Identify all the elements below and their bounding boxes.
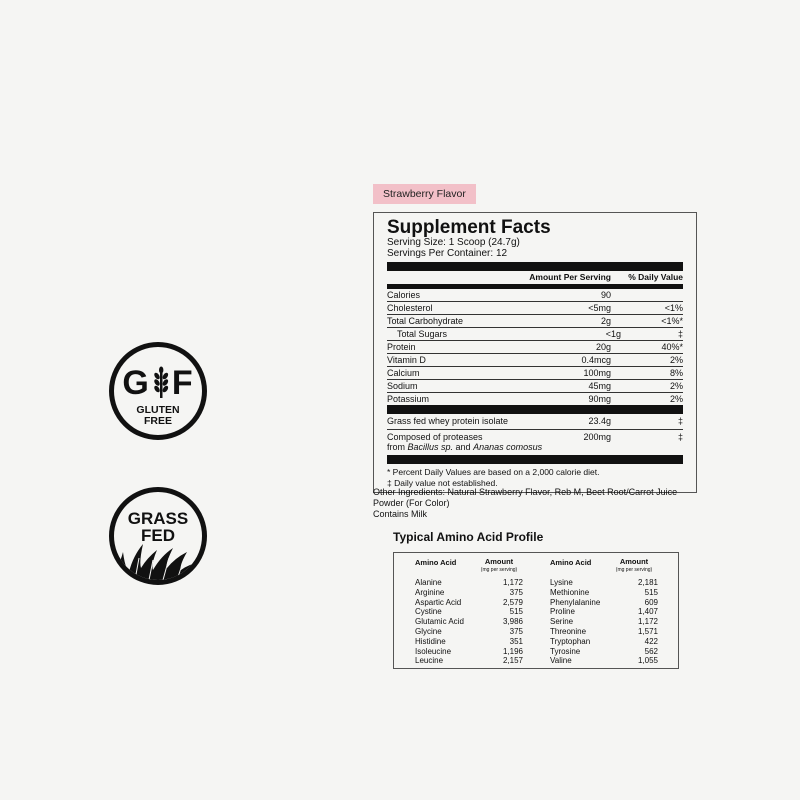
amount-unit-label: (mg per serving) bbox=[615, 567, 653, 573]
amino-acid-amount: 3,986 bbox=[502, 617, 523, 627]
nutrient-name: Total Sugars bbox=[397, 329, 448, 339]
ingredient-name: Grass fed whey protein isolate bbox=[387, 416, 509, 426]
amino-row bbox=[401, 617, 536, 627]
ingredient-amount: 23.4g bbox=[588, 416, 611, 426]
amino-acid-name: Tyrosine bbox=[550, 646, 581, 656]
other-ingredients bbox=[373, 487, 693, 520]
nutrient-name: Sodium bbox=[387, 381, 418, 391]
amino-row bbox=[536, 617, 671, 627]
grass-fed-badge bbox=[109, 487, 207, 585]
amino-acid-name: Glycine bbox=[415, 626, 442, 636]
amino-acid-amount: 2,181 bbox=[637, 578, 658, 587]
amino-row bbox=[401, 578, 536, 588]
nutrient-amount: 0.4mcg bbox=[581, 355, 611, 365]
gf-logo bbox=[114, 366, 202, 400]
amount-header bbox=[469, 558, 529, 578]
wheat-icon bbox=[150, 366, 172, 398]
nutrient-amount: 20g bbox=[595, 342, 611, 352]
amino-acid-amount: 375 bbox=[509, 587, 523, 597]
amino-acid-name: Cystine bbox=[415, 607, 442, 617]
grass-icon bbox=[109, 538, 207, 585]
ingredient-name-line1: Composed of proteases bbox=[387, 432, 483, 442]
amino-row bbox=[536, 607, 671, 617]
gluten-free-badge bbox=[109, 342, 207, 440]
nutrient-row bbox=[387, 302, 683, 315]
gf-letter-g: G bbox=[122, 364, 150, 402]
amino-acid-amount: 2,157 bbox=[502, 656, 523, 666]
amino-rows-right bbox=[536, 578, 671, 666]
allergen-text: Contains Milk bbox=[373, 509, 428, 519]
amino-acid-name: Alanine bbox=[415, 578, 442, 587]
gf-letter-f: F bbox=[171, 364, 194, 402]
nutrient-amount: 90mg bbox=[588, 394, 611, 404]
divider-thick bbox=[387, 262, 683, 271]
ingredient-species-1: Bacillus sp. bbox=[407, 442, 454, 452]
nutrient-row bbox=[387, 341, 683, 354]
nutrient-row bbox=[387, 328, 683, 341]
ingredient-dv: ‡ bbox=[677, 432, 683, 442]
amino-acid-amount: 1,172 bbox=[637, 617, 658, 627]
nutrient-dv: 2% bbox=[669, 355, 683, 365]
ingredient-species-2: Ananas comosus bbox=[473, 442, 543, 452]
amino-acid-table bbox=[393, 552, 679, 669]
divider-thick bbox=[387, 455, 683, 464]
amino-row bbox=[401, 607, 536, 617]
ingredient-name-pre: from bbox=[387, 442, 408, 452]
amino-acid-name: Aspartic Acid bbox=[415, 597, 462, 607]
nutrient-amount: 100mg bbox=[583, 368, 611, 378]
amino-acid-name: Lysine bbox=[550, 578, 573, 587]
ingredient-row bbox=[387, 414, 683, 430]
amino-acid-name: Isoleucine bbox=[415, 646, 452, 656]
ingredient-dv: ‡ bbox=[677, 416, 683, 426]
ingredient-amount: 200mg bbox=[583, 432, 611, 442]
nutrient-name: Total Carbohydrate bbox=[387, 316, 464, 326]
nutrient-amount: 45mg bbox=[588, 381, 611, 391]
facts-header-row bbox=[387, 271, 683, 284]
nutrient-dv: 8% bbox=[669, 368, 683, 378]
nutrient-name: Cholesterol bbox=[387, 303, 433, 313]
ingredient-name bbox=[387, 432, 567, 452]
ingredient-name-mid: and bbox=[453, 442, 474, 452]
amino-acid-amount: 515 bbox=[644, 587, 658, 597]
fed-label: FED bbox=[141, 526, 175, 545]
nutrient-dv: 2% bbox=[669, 381, 683, 391]
amino-row bbox=[536, 637, 671, 647]
amino-acid-amount: 1,571 bbox=[637, 626, 658, 636]
amino-row bbox=[536, 627, 671, 637]
amino-acid-amount: 351 bbox=[509, 636, 523, 646]
amount-header-label: Amount bbox=[484, 557, 514, 566]
amino-acid-name: Methionine bbox=[550, 587, 590, 597]
grass-label: GRASS bbox=[127, 509, 189, 528]
amount-header bbox=[604, 558, 664, 578]
nutrient-name: Calcium bbox=[387, 368, 420, 378]
amino-column-right bbox=[536, 558, 671, 668]
amino-acid-name: Phenylalanine bbox=[550, 597, 601, 607]
amino-row bbox=[401, 637, 536, 647]
nutrient-dv: <1% bbox=[664, 303, 683, 313]
amino-acid-name: Glutamic Acid bbox=[415, 617, 464, 627]
nutrient-name: Protein bbox=[387, 342, 416, 352]
nutrient-dv: 2% bbox=[669, 394, 683, 404]
nutrient-dv: 40%* bbox=[661, 342, 683, 352]
amino-acid-name: Histidine bbox=[415, 636, 446, 646]
nutrient-dv bbox=[611, 289, 683, 301]
nutrient-amount: 2g bbox=[600, 316, 611, 326]
amino-row bbox=[536, 656, 671, 666]
amount-per-serving-header: Amount Per Serving bbox=[529, 272, 611, 282]
amino-row bbox=[401, 588, 536, 598]
amino-acid-name: Tryptophan bbox=[550, 636, 591, 646]
amino-header bbox=[536, 558, 671, 578]
amino-acid-amount: 1,407 bbox=[637, 607, 658, 617]
nutrient-dv: ‡ bbox=[677, 329, 683, 339]
footnote-not-established: ‡ Daily value not established. bbox=[387, 478, 498, 488]
daily-value-header: % Daily Value bbox=[628, 272, 683, 282]
nutrient-amount: <1g bbox=[605, 329, 621, 339]
nutrient-name: Vitamin D bbox=[387, 355, 426, 365]
free-label: FREE bbox=[143, 415, 172, 427]
nutrient-amount: 90 bbox=[600, 290, 611, 300]
amino-row bbox=[536, 588, 671, 598]
amino-row bbox=[536, 647, 671, 657]
nutrient-amount: <5mg bbox=[588, 303, 611, 313]
facts-title: Supplement Facts bbox=[387, 217, 551, 238]
amino-header bbox=[401, 558, 536, 578]
amino-acid-amount: 1,055 bbox=[637, 656, 658, 666]
amino-acid-amount: 515 bbox=[509, 607, 523, 617]
amino-acid-name: Valine bbox=[550, 656, 572, 666]
gluten-label: GLUTEN bbox=[136, 404, 180, 416]
amino-acid-name: Proline bbox=[550, 607, 575, 617]
amino-row bbox=[536, 598, 671, 608]
amino-acid-amount: 562 bbox=[644, 646, 658, 656]
amino-acid-amount: 1,196 bbox=[502, 646, 523, 656]
amino-row bbox=[401, 647, 536, 657]
amino-row bbox=[401, 656, 536, 666]
nutrient-row bbox=[387, 315, 683, 328]
amino-acid-name: Arginine bbox=[415, 587, 445, 597]
amount-header-label: Amount bbox=[619, 557, 649, 566]
amino-column-left bbox=[401, 558, 536, 668]
amino-acid-header: Amino Acid bbox=[550, 558, 592, 567]
nutrient-row bbox=[387, 289, 683, 302]
amino-acid-amount: 422 bbox=[644, 636, 658, 646]
nutrient-dv: <1%* bbox=[661, 316, 683, 326]
amino-acid-name: Serine bbox=[550, 617, 574, 627]
divider-thick bbox=[387, 405, 683, 414]
amino-row bbox=[401, 627, 536, 637]
amino-acid-name: Leucine bbox=[415, 656, 444, 666]
amount-unit-label: (mg per serving) bbox=[480, 567, 518, 573]
amino-title: Typical Amino Acid Profile bbox=[393, 530, 544, 544]
serving-size: Serving Size: 1 Scoop (24.7g) bbox=[387, 237, 520, 248]
nutrient-name: Calories bbox=[387, 290, 421, 300]
footnote-daily-values: * Percent Daily Values are based on a 2,000 calorie diet. bbox=[387, 467, 600, 477]
amino-acid-amount: 609 bbox=[644, 597, 658, 607]
amino-acid-name: Threonine bbox=[550, 626, 587, 636]
amino-acid-header: Amino Acid bbox=[415, 558, 457, 567]
amino-row bbox=[401, 598, 536, 608]
amino-rows-left bbox=[401, 578, 536, 666]
nutrient-name: Potassium bbox=[387, 394, 430, 404]
servings-per-container: Servings Per Container: 12 bbox=[387, 248, 508, 259]
nutrient-row bbox=[387, 367, 683, 380]
ingredient-row bbox=[387, 430, 683, 455]
amino-row bbox=[536, 578, 671, 588]
flavor-tag: Strawberry Flavor bbox=[373, 184, 476, 204]
nutrient-row bbox=[387, 393, 683, 405]
amino-acid-amount: 1,172 bbox=[502, 578, 523, 587]
amino-acid-amount: 2,579 bbox=[502, 597, 523, 607]
nutrient-row bbox=[387, 354, 683, 367]
amino-acid-amount: 375 bbox=[509, 626, 523, 636]
nutrient-rows bbox=[387, 289, 683, 405]
other-ingredients-text: Other Ingredients: Natural Strawberry Flavor, Reb M, Beet Root/Carrot Juice Powder (For Color) bbox=[373, 487, 678, 508]
nutrient-row bbox=[387, 380, 683, 393]
supplement-facts-panel bbox=[373, 212, 697, 493]
